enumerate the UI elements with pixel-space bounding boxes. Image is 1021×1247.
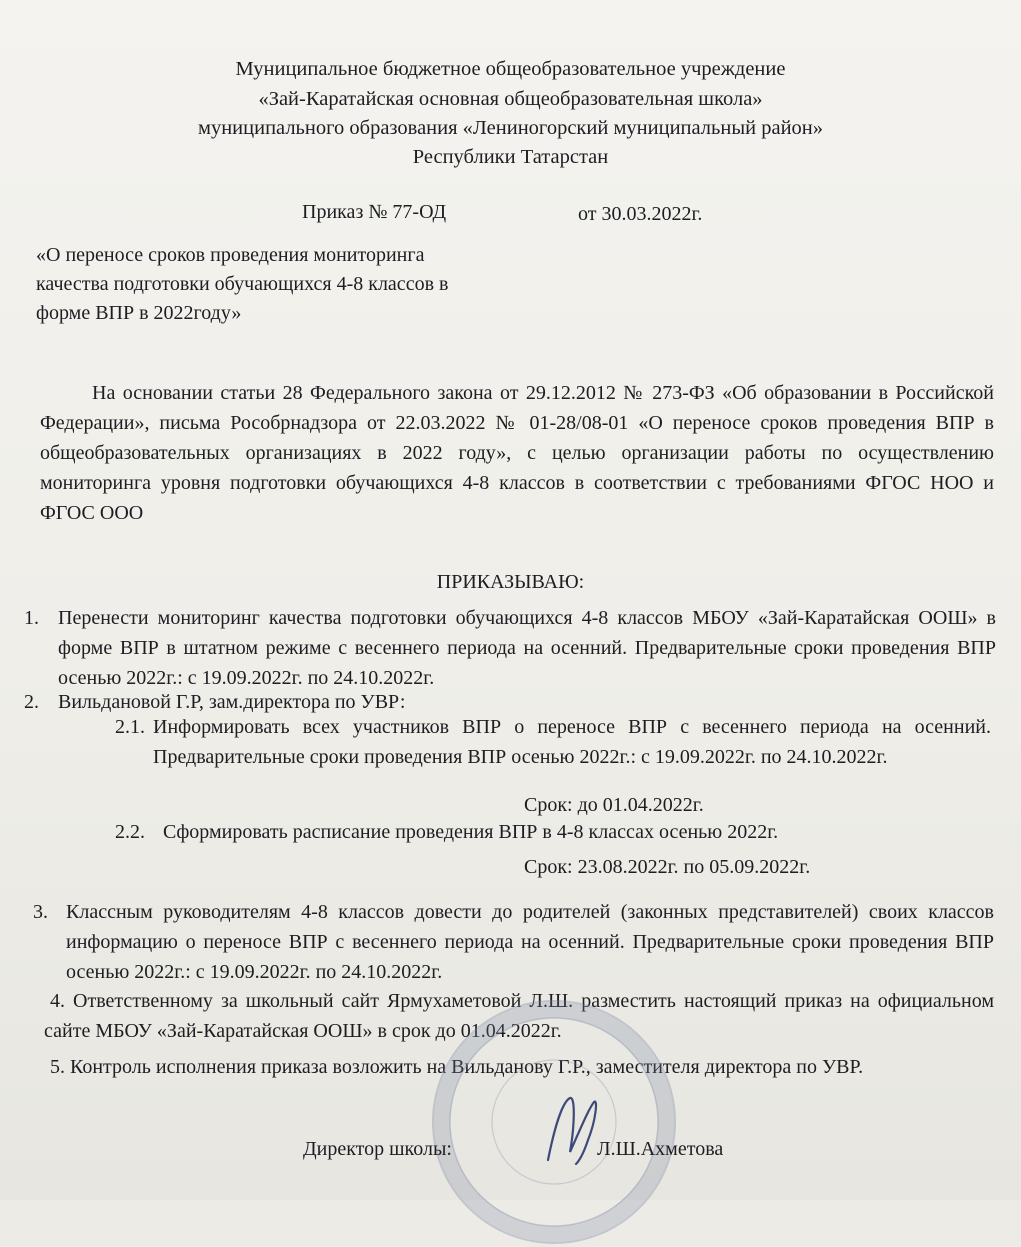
order-date: от 30.03.2022г. [578,203,703,225]
item-2-2-deadline: Срок: 23.08.2022г. по 05.09.2022г. [524,856,811,878]
item-3-text: Классным руководителям 4-8 классов довести до родителей (законных представителей) своих классов информацию о переносе ВПР с весеннего периода на осенний. Предварительные сроки проведения ВПР осенью 2022г.: с 19.09.2022г. по 24.10.2022г. [66,901,994,983]
header-line-2: «Зай-Каратайская основная общеобразовательная школа» [258,88,763,110]
item-2-number: 2. [24,691,39,713]
subject-line-3: форме ВПР в 2022году» [36,302,242,324]
header-line-3: муниципального образования «Лениногорский муниципальный район» [197,117,824,139]
header-line-4: Республики Татарстан [412,146,609,168]
order-number: Приказ № 77-ОД [302,201,447,223]
item-1-text: Перенести мониторинг качества подготовки обучающихся 4-8 классов МБОУ «Зай-Каратайская ООШ» в форме ВПР в штатном режиме с весеннего периода на осенний. Предварительные сроки проведения ВПР осенью 2022г.: с 19.09.2022г. по 24.10.2022г. [58,607,996,689]
item-2-1-deadline: Срок: до 01.04.2022г. [524,794,704,816]
item-2-text: Вильдановой Г.Р, зам.директора по УВР: [58,691,406,713]
subject-line-1: «О переносе сроков проведения мониторинга [36,244,425,266]
subject-line-2: качества подготовки обучающихся 4-8 классов в [36,273,449,295]
signature-title: Директор школы: [303,1138,452,1160]
item-5-text: 5. Контроль исполнения приказа возложить на Вильданову Г.Р., заместителя директора по УВР. [50,1056,864,1078]
item-2-1-text: Информировать всех участников ВПР о переносе ВПР с весеннего периода на осенний. Предварительные сроки проведения ВПР осенью 2022г.: с 19.09.2022г. по 24.10.2022г. [153,716,991,768]
signature-name: Л.Ш.Ахметова [597,1138,724,1160]
command-heading: ПРИКАЗЫВАЮ: [436,571,585,593]
header-line-1: Муниципальное бюджетное общеобразовательное учреждение [235,58,786,80]
item-2-2-number: 2.2. [115,821,145,843]
item-4-text: 4. Ответственному за школьный сайт Ярмухаметовой Л.Ш. разместить настоящий приказ на официальном сайте МБОУ «Зай-Каратайская ООШ» в срок до 01.04.2022г. [44,990,994,1042]
item-3-number: 3. [33,901,48,923]
item-1-number: 1. [24,607,39,629]
item-2-2-text: Сформировать расписание проведения ВПР в 4-8 классах осенью 2022г. [163,821,779,843]
item-2-1-number: 2.1. [115,716,145,738]
preamble-paragraph: На основании статьи 28 Федерального закона от 29.12.2012 № 273-ФЗ «Об образовании в Российской Федерации», письма Рособрнадзора от 22.03.2022 № 01-28/08-01 «О переносе сроков проведения ВПР в общеобразовательных организациях в 2022 году», с целью организации работы по осуществлению мониторинга уровня подготовки обучающихся 4-8 классов в соответствии с требованиями ФГОС НОО и ФГОС ООО [40,382,994,524]
